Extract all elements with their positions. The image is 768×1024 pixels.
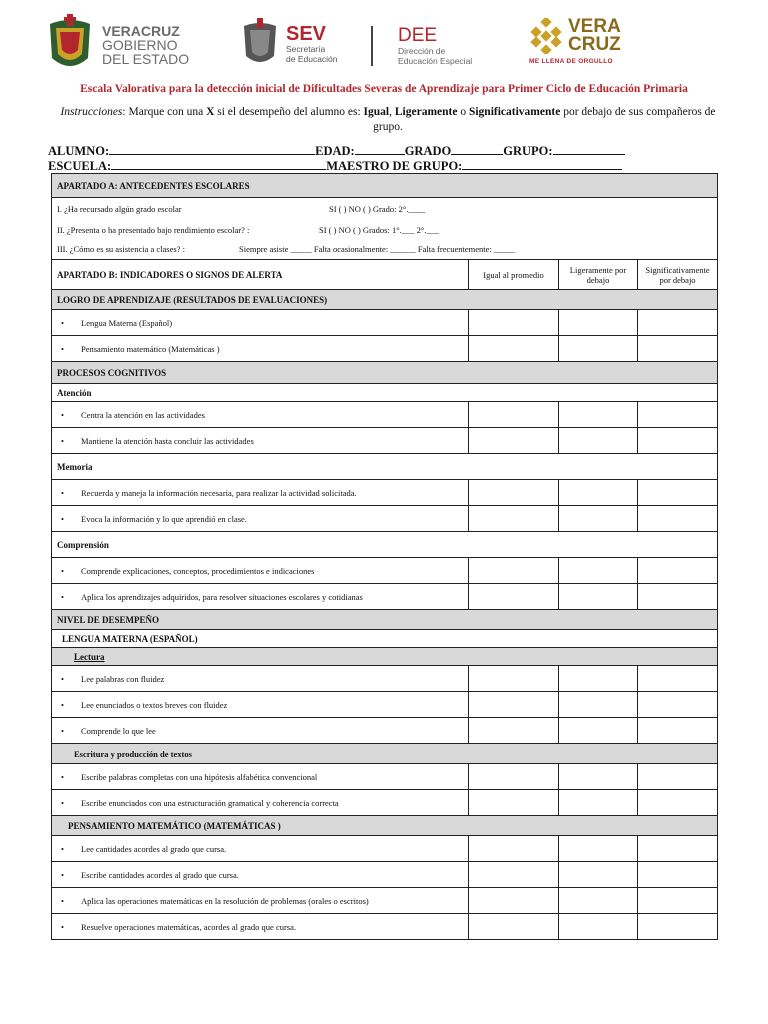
instructions-label: Instrucciones	[60, 106, 123, 118]
dee-abbr: DEE	[398, 25, 438, 46]
grupo-label: GRUPO:	[503, 144, 553, 158]
logro-header	[52, 290, 718, 310]
mark-igual[interactable]	[469, 402, 559, 428]
nivel-title: NIVEL DE DESEMPEÑO	[52, 610, 718, 630]
mark-significativamente[interactable]	[638, 506, 718, 532]
mark-significativamente[interactable]	[638, 862, 718, 888]
item-row	[52, 336, 718, 362]
mark-ligeramente[interactable]	[559, 336, 638, 362]
item-row	[52, 558, 718, 584]
atencion-label: Atención	[52, 384, 718, 402]
item-label: • Lengua Materna (Español)	[52, 310, 469, 336]
mark-significativamente[interactable]	[638, 310, 718, 336]
mark-igual[interactable]	[469, 480, 559, 506]
mark-significativamente[interactable]	[638, 914, 718, 940]
question-row	[52, 198, 718, 220]
question-row	[52, 240, 718, 260]
escuela-label: ESCUELA:	[48, 159, 112, 173]
mark-igual[interactable]	[469, 506, 559, 532]
procesos-header	[52, 362, 718, 384]
maestro-field[interactable]	[462, 158, 622, 170]
veracruz-government-logo	[44, 14, 189, 76]
option-significativamente: Significativamente	[468, 106, 561, 118]
question-3[interactable]	[52, 240, 718, 260]
mark-significativamente[interactable]	[638, 666, 718, 692]
sev-shield-icon	[240, 18, 280, 70]
item-row	[52, 666, 718, 692]
item-label: • Resuelve operaciones matemáticas, acordes al grado que cursa.	[52, 914, 469, 940]
mark-significativamente[interactable]	[638, 480, 718, 506]
gov-line-1: VERACRUZ	[102, 23, 180, 39]
section-b-title: APARTADO B: INDICADORES O SIGNOS DE ALERTA	[52, 260, 469, 290]
mark-ligeramente[interactable]	[559, 506, 638, 532]
item-label: • Escribe enunciados con una estructuración gramatical y coherencia correcta	[52, 790, 469, 816]
mark-significativamente[interactable]	[638, 584, 718, 610]
mark-igual[interactable]	[469, 558, 559, 584]
question-2[interactable]	[52, 220, 718, 240]
item-row	[52, 584, 718, 610]
item-row	[52, 506, 718, 532]
edad-label: EDAD:	[315, 144, 355, 158]
matematico-label: PENSAMIENTO MATEMÁTICO (MATEMÁTICAS )	[52, 816, 718, 836]
mark-ligeramente[interactable]	[559, 558, 638, 584]
question-3-options: Siempre asiste _____ Falta ocasionalmente: ______ Falta frecuentemente: _____	[239, 244, 516, 255]
item-label: • Lee cantidades acordes al grado que cursa.	[52, 836, 469, 862]
item-label: • Escribe palabras completas con una hipótesis alfabética convencional	[52, 764, 469, 790]
mark-igual[interactable]	[469, 790, 559, 816]
instructions	[58, 105, 718, 135]
question-2-text: II. ¿Presenta o ha presentado bajo rendimiento escolar? :	[57, 224, 250, 235]
procesos-title: PROCESOS COGNITIVOS	[52, 362, 718, 384]
item-row	[52, 402, 718, 428]
sev-logo	[240, 18, 338, 70]
mark-igual[interactable]	[469, 336, 559, 362]
brand-line-1: VERA	[568, 16, 621, 37]
mark-significativamente[interactable]	[638, 764, 718, 790]
item-label: • Recuerda y maneja la información necesaria, para realizar la actividad solicitada.	[52, 480, 469, 506]
mark-ligeramente[interactable]	[559, 310, 638, 336]
escritura-label: Escritura y producción de textos	[52, 744, 718, 764]
mark-ligeramente[interactable]	[559, 480, 638, 506]
item-row	[52, 480, 718, 506]
mark-igual[interactable]	[469, 666, 559, 692]
mark-significativamente[interactable]	[638, 558, 718, 584]
mark-ligeramente[interactable]	[559, 718, 638, 744]
evaluation-table	[51, 173, 718, 940]
mark-ligeramente[interactable]	[559, 666, 638, 692]
question-3-text: III. ¿Cómo es su asistencia a clases? :	[57, 244, 185, 255]
section-b-header	[52, 260, 718, 290]
lectura-header	[52, 648, 718, 666]
grupo-field[interactable]	[553, 143, 625, 155]
mark-ligeramente[interactable]	[559, 402, 638, 428]
alumno-label: ALUMNO:	[48, 144, 110, 158]
mark-ligeramente[interactable]	[559, 836, 638, 862]
instructions-x: X	[206, 106, 215, 118]
mark-igual[interactable]	[469, 862, 559, 888]
question-1[interactable]	[52, 198, 718, 220]
mark-significativamente[interactable]	[638, 336, 718, 362]
item-label: • Aplica las operaciones matemáticas en la resolución de problemas (orales o escritos)	[52, 888, 469, 914]
mark-igual[interactable]	[469, 914, 559, 940]
col-igual: Igual al promedio	[469, 260, 559, 290]
question-1-text: I. ¿Ha recursado algún grado escolar	[57, 203, 182, 214]
col-ligeramente: Ligeramente por debajo	[559, 260, 638, 290]
subsection-row	[52, 454, 718, 480]
memoria-label: Memoria	[52, 454, 718, 480]
mark-ligeramente[interactable]	[559, 862, 638, 888]
item-label: • Evoca la información y lo que aprendió en clase.	[52, 506, 469, 532]
comprension-label: Comprensión	[52, 532, 718, 558]
lengua-label: LENGUA MATERNA (ESPAÑOL)	[52, 630, 718, 648]
grado-label: GRADO	[404, 144, 452, 158]
mark-significativamente[interactable]	[638, 888, 718, 914]
mark-igual[interactable]	[469, 692, 559, 718]
option-igual: Igual	[363, 106, 390, 118]
subsection-row	[52, 384, 718, 402]
mark-ligeramente[interactable]	[559, 888, 638, 914]
item-row	[52, 310, 718, 336]
matematico-header	[52, 816, 718, 836]
item-label: • Pensamiento matemático (Matemáticas )	[52, 336, 469, 362]
item-label: • Aplica los aprendizajes adquiridos, para resolver situaciones escolares y cotidianas	[52, 584, 469, 610]
brand-line-2: CRUZ	[568, 34, 621, 55]
item-row	[52, 888, 718, 914]
item-row	[52, 836, 718, 862]
item-row	[52, 862, 718, 888]
instructions-text: o	[457, 106, 469, 118]
item-row	[52, 764, 718, 790]
section-a-header	[52, 174, 718, 198]
subsection-row	[52, 630, 718, 648]
mark-igual[interactable]	[469, 428, 559, 454]
instructions-text: por debajo de sus compañeros de grupo.	[373, 106, 716, 133]
document-title: Escala Valorativa para la detección inicial de Dificultades Severas de Aprendizaje para Primer Ciclo de Educación Primaria	[80, 83, 688, 95]
item-row	[52, 790, 718, 816]
school-fields-row	[48, 158, 728, 174]
header-divider	[371, 26, 373, 66]
item-label: • Comprende lo que lee	[52, 718, 469, 744]
instructions-text: : Marque con una	[122, 106, 207, 118]
mark-igual[interactable]	[469, 764, 559, 790]
item-label: • Mantiene la atención hasta concluir las actividades	[52, 428, 469, 454]
subsection-row	[52, 532, 718, 558]
item-row	[52, 718, 718, 744]
mark-ligeramente[interactable]	[559, 428, 638, 454]
item-row	[52, 914, 718, 940]
mark-igual[interactable]	[469, 888, 559, 914]
alumno-field[interactable]	[109, 143, 315, 155]
question-1-options: SI ( ) NO ( ) Grado: 2°.____	[329, 203, 426, 214]
dee-line-1: Dirección de	[398, 46, 446, 56]
gov-line-2: GOBIERNO	[102, 37, 178, 53]
item-label: • Lee palabras con fluidez	[52, 666, 469, 692]
mark-igual[interactable]	[469, 718, 559, 744]
item-row	[52, 428, 718, 454]
mark-igual[interactable]	[469, 584, 559, 610]
item-label: • Centra la atención en las actividades	[52, 402, 469, 428]
letterhead	[0, 0, 768, 80]
student-fields-row	[48, 143, 728, 159]
mark-ligeramente[interactable]	[559, 584, 638, 610]
dee-line-2: Educación Especial	[398, 56, 473, 66]
escuela-field[interactable]	[111, 158, 326, 170]
lectura-label: Lectura	[52, 648, 718, 666]
option-ligeramente: Ligeramente	[394, 106, 458, 118]
mark-ligeramente[interactable]	[559, 692, 638, 718]
maestro-label: MAESTRO DE GRUPO:	[326, 159, 463, 173]
escritura-header	[52, 744, 718, 764]
mark-ligeramente[interactable]	[559, 790, 638, 816]
question-2-options: SI ( ) NO ( ) Grados: 1°.___ 2°.___	[319, 224, 440, 235]
brand-tagline: ME LLENA DE ORGULLO	[529, 58, 613, 65]
item-label: • Lee enunciados o textos breves con fluidez	[52, 692, 469, 718]
mark-significativamente[interactable]	[638, 402, 718, 428]
logro-title: LOGRO DE APRENDIZAJE (RESULTADOS DE EVALUACIONES)	[52, 290, 718, 310]
grado-field[interactable]	[451, 143, 503, 155]
item-row	[52, 692, 718, 718]
brand-pattern-icon	[528, 18, 564, 54]
item-label: • Escribe cantidades acordes al grado que cursa.	[52, 862, 469, 888]
mark-ligeramente[interactable]	[559, 914, 638, 940]
edad-field[interactable]	[355, 143, 405, 155]
sev-line-2: de Educación	[286, 54, 338, 64]
mark-significativamente[interactable]	[638, 790, 718, 816]
mark-ligeramente[interactable]	[559, 764, 638, 790]
instructions-text: si el desempeño del alumno es:	[214, 106, 364, 118]
dee-logo	[398, 26, 472, 66]
mark-igual[interactable]	[469, 836, 559, 862]
nivel-header	[52, 610, 718, 630]
instructions-text: ,	[389, 106, 395, 118]
sev-line-1: Secretaría	[286, 44, 326, 54]
question-row	[52, 220, 718, 240]
sev-abbr: SEV	[286, 23, 327, 45]
coat-of-arms-icon	[44, 14, 96, 76]
mark-significativamente[interactable]	[638, 718, 718, 744]
col-significativamente: Significativamente por debajo	[638, 260, 718, 290]
mark-significativamente[interactable]	[638, 836, 718, 862]
veracruz-brand-logo	[528, 18, 621, 54]
mark-significativamente[interactable]	[638, 692, 718, 718]
mark-igual[interactable]	[469, 310, 559, 336]
item-label: • Comprende explicaciones, conceptos, procedimientos e indicaciones	[52, 558, 469, 584]
gov-line-3: DEL ESTADO	[102, 51, 190, 67]
mark-significativamente[interactable]	[638, 428, 718, 454]
section-a-title: APARTADO A: ANTECEDENTES ESCOLARES	[52, 174, 718, 198]
